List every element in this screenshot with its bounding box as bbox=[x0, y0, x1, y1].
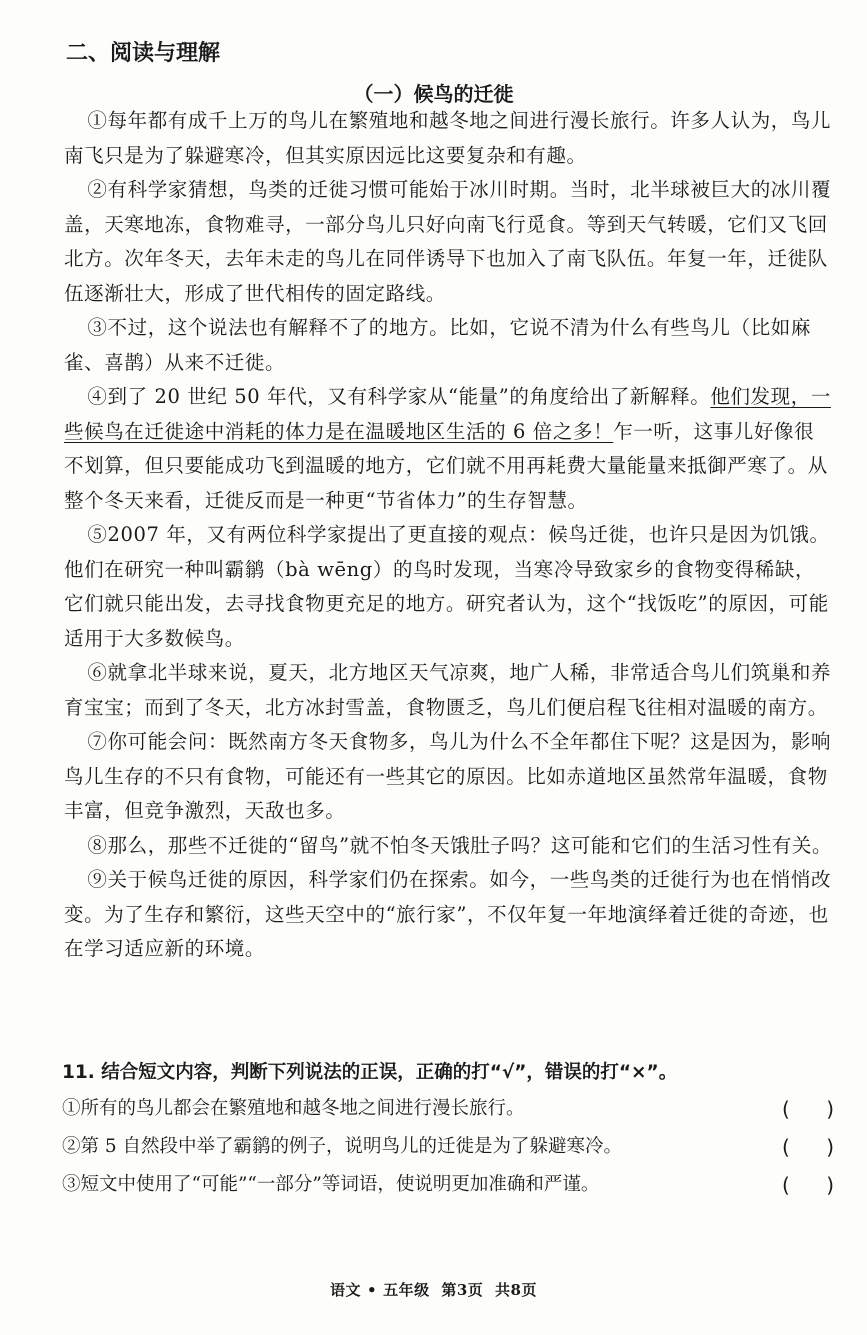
paragraph-2: ②有科学家猜想，鸟类的迁徙习惯可能始于冰川时期。当时，北半球被巨大的冰川覆盖，天寒地冻，食物难寻，一部分鸟儿只好向南飞行觅食。等到天气转暖，它们又飞回北方。次年冬天，去年未走的鸟儿在同伴诱导下也加入了南飞队伍。年复一年，迁徙队伍逐渐壮大，形成了世代相传的固定路线。 bbox=[64, 178, 832, 305]
question-items bbox=[62, 1094, 834, 1208]
footer-grade: 五年级 bbox=[383, 1281, 430, 1299]
article-body bbox=[64, 104, 834, 967]
paragraph-6: ⑥就拿北半球来说，夏天，北方地区天气凉爽，地广人稀，非常适合鸟儿们筑巢和养育宝宝；而到了冬天，北方冰封雪盖，食物匮乏，鸟儿们便启程飞往相对温暖的南方。 bbox=[64, 661, 832, 719]
paragraph-7: ⑦你可能会问：既然南方冬天食物多，鸟儿为什么不全年都住下呢？这是因为，影响鸟儿生存的不只有食物，可能还有一些其它的原因。比如赤道地区虽然常年温暖，食物丰富，但竞争激烈，天敌也多。 bbox=[64, 730, 832, 822]
paragraph-4-start: ④到了 20 世纪 50 年代，又有科学家从“能量”的角度给出了新解释。 bbox=[87, 385, 711, 408]
paragraph-5: ⑤2007 年，又有两位科学家提出了更直接的观点：候鸟迁徙，也许只是因为饥饿。他们在研究一种叫霸鹟（bà wēng）的鸟时发现，当寒冷导致家乡的食物变得稀缺，它们就只能出发，去寻找食物更充足的地方。研究者认为，这个“找饭吃”的原因，可能适用于大多数候鸟。 bbox=[64, 523, 830, 650]
section-heading: 二、阅读与理解 bbox=[66, 41, 221, 66]
footer-dot: • bbox=[367, 1281, 378, 1299]
article-title: （一）候鸟的迁徙 bbox=[353, 82, 514, 106]
question-item-text: ①所有的鸟儿都会在繁殖地和越冬地之间进行漫长旅行。 bbox=[62, 1098, 525, 1119]
footer-page-total: 共8页 bbox=[495, 1281, 537, 1299]
answer-blank[interactable]: ( ) bbox=[782, 1135, 834, 1159]
paragraph-9: ⑨关于候鸟迁徙的原因，科学家们仍在探索。如今，一些鸟类的迁徙行为也在悄悄改变。为了生存和繁衍，这些天空中的“旅行家”，不仅年复一年地演绎着迁徙的奇迹，也在学习适应新的环境。 bbox=[64, 868, 832, 960]
answer-blank[interactable]: ( ) bbox=[782, 1097, 834, 1121]
question-item-text: ②第 5 自然段中举了霸鹟的例子，说明鸟儿的迁徙是为了躲避寒冷。 bbox=[62, 1136, 623, 1157]
paragraph-4 bbox=[64, 380, 834, 518]
question-item bbox=[62, 1170, 834, 1208]
question-item bbox=[62, 1132, 834, 1170]
footer-subject: 语文 bbox=[330, 1281, 362, 1299]
paragraph-1: ①每年都有成千上万的鸟儿在繁殖地和越冬地之间进行漫长旅行。许多人认为，鸟儿南飞只是为了躲避寒冷，但其实原因远比这要复杂和有趣。 bbox=[64, 109, 832, 167]
question-item-text: ③短文中使用了“可能”“一部分”等词语，使说明更加准确和严谨。 bbox=[62, 1174, 600, 1195]
footer-page-number: 第3页 bbox=[441, 1281, 484, 1299]
underlined-sentence: 他们发现，一些候鸟在迁徙途中消耗的体力是在温暖地区生活的 6 倍之多！ bbox=[64, 385, 831, 443]
question-item bbox=[62, 1094, 834, 1132]
page-footer bbox=[0, 1279, 867, 1300]
answer-blank[interactable]: ( ) bbox=[782, 1173, 834, 1197]
paragraph-8: ⑧那么，那些不迁徙的“留鸟”就不怕冬天饿肚子吗？这可能和它们的生活习性有关。 bbox=[87, 833, 833, 857]
paragraph-4-end: 乍一听，这事儿好像很不划算，但只要能成功飞到温暖的地方，它们就不用再耗费大量能量来抵御严寒了。从整个冬天来看，迁徙反而是一种更“节省体力”的生存智慧。 bbox=[64, 419, 828, 512]
paragraph-3: ③不过，这个说法也有解释不了的地方。比如，它说不清为什么有些鸟儿（比如麻雀、喜鹊）从来不迁徙。 bbox=[64, 316, 811, 374]
question-prompt: 11. 结合短文内容，判断下列说法的正误，正确的打“√”，错误的打“×”。 bbox=[62, 1062, 678, 1083]
